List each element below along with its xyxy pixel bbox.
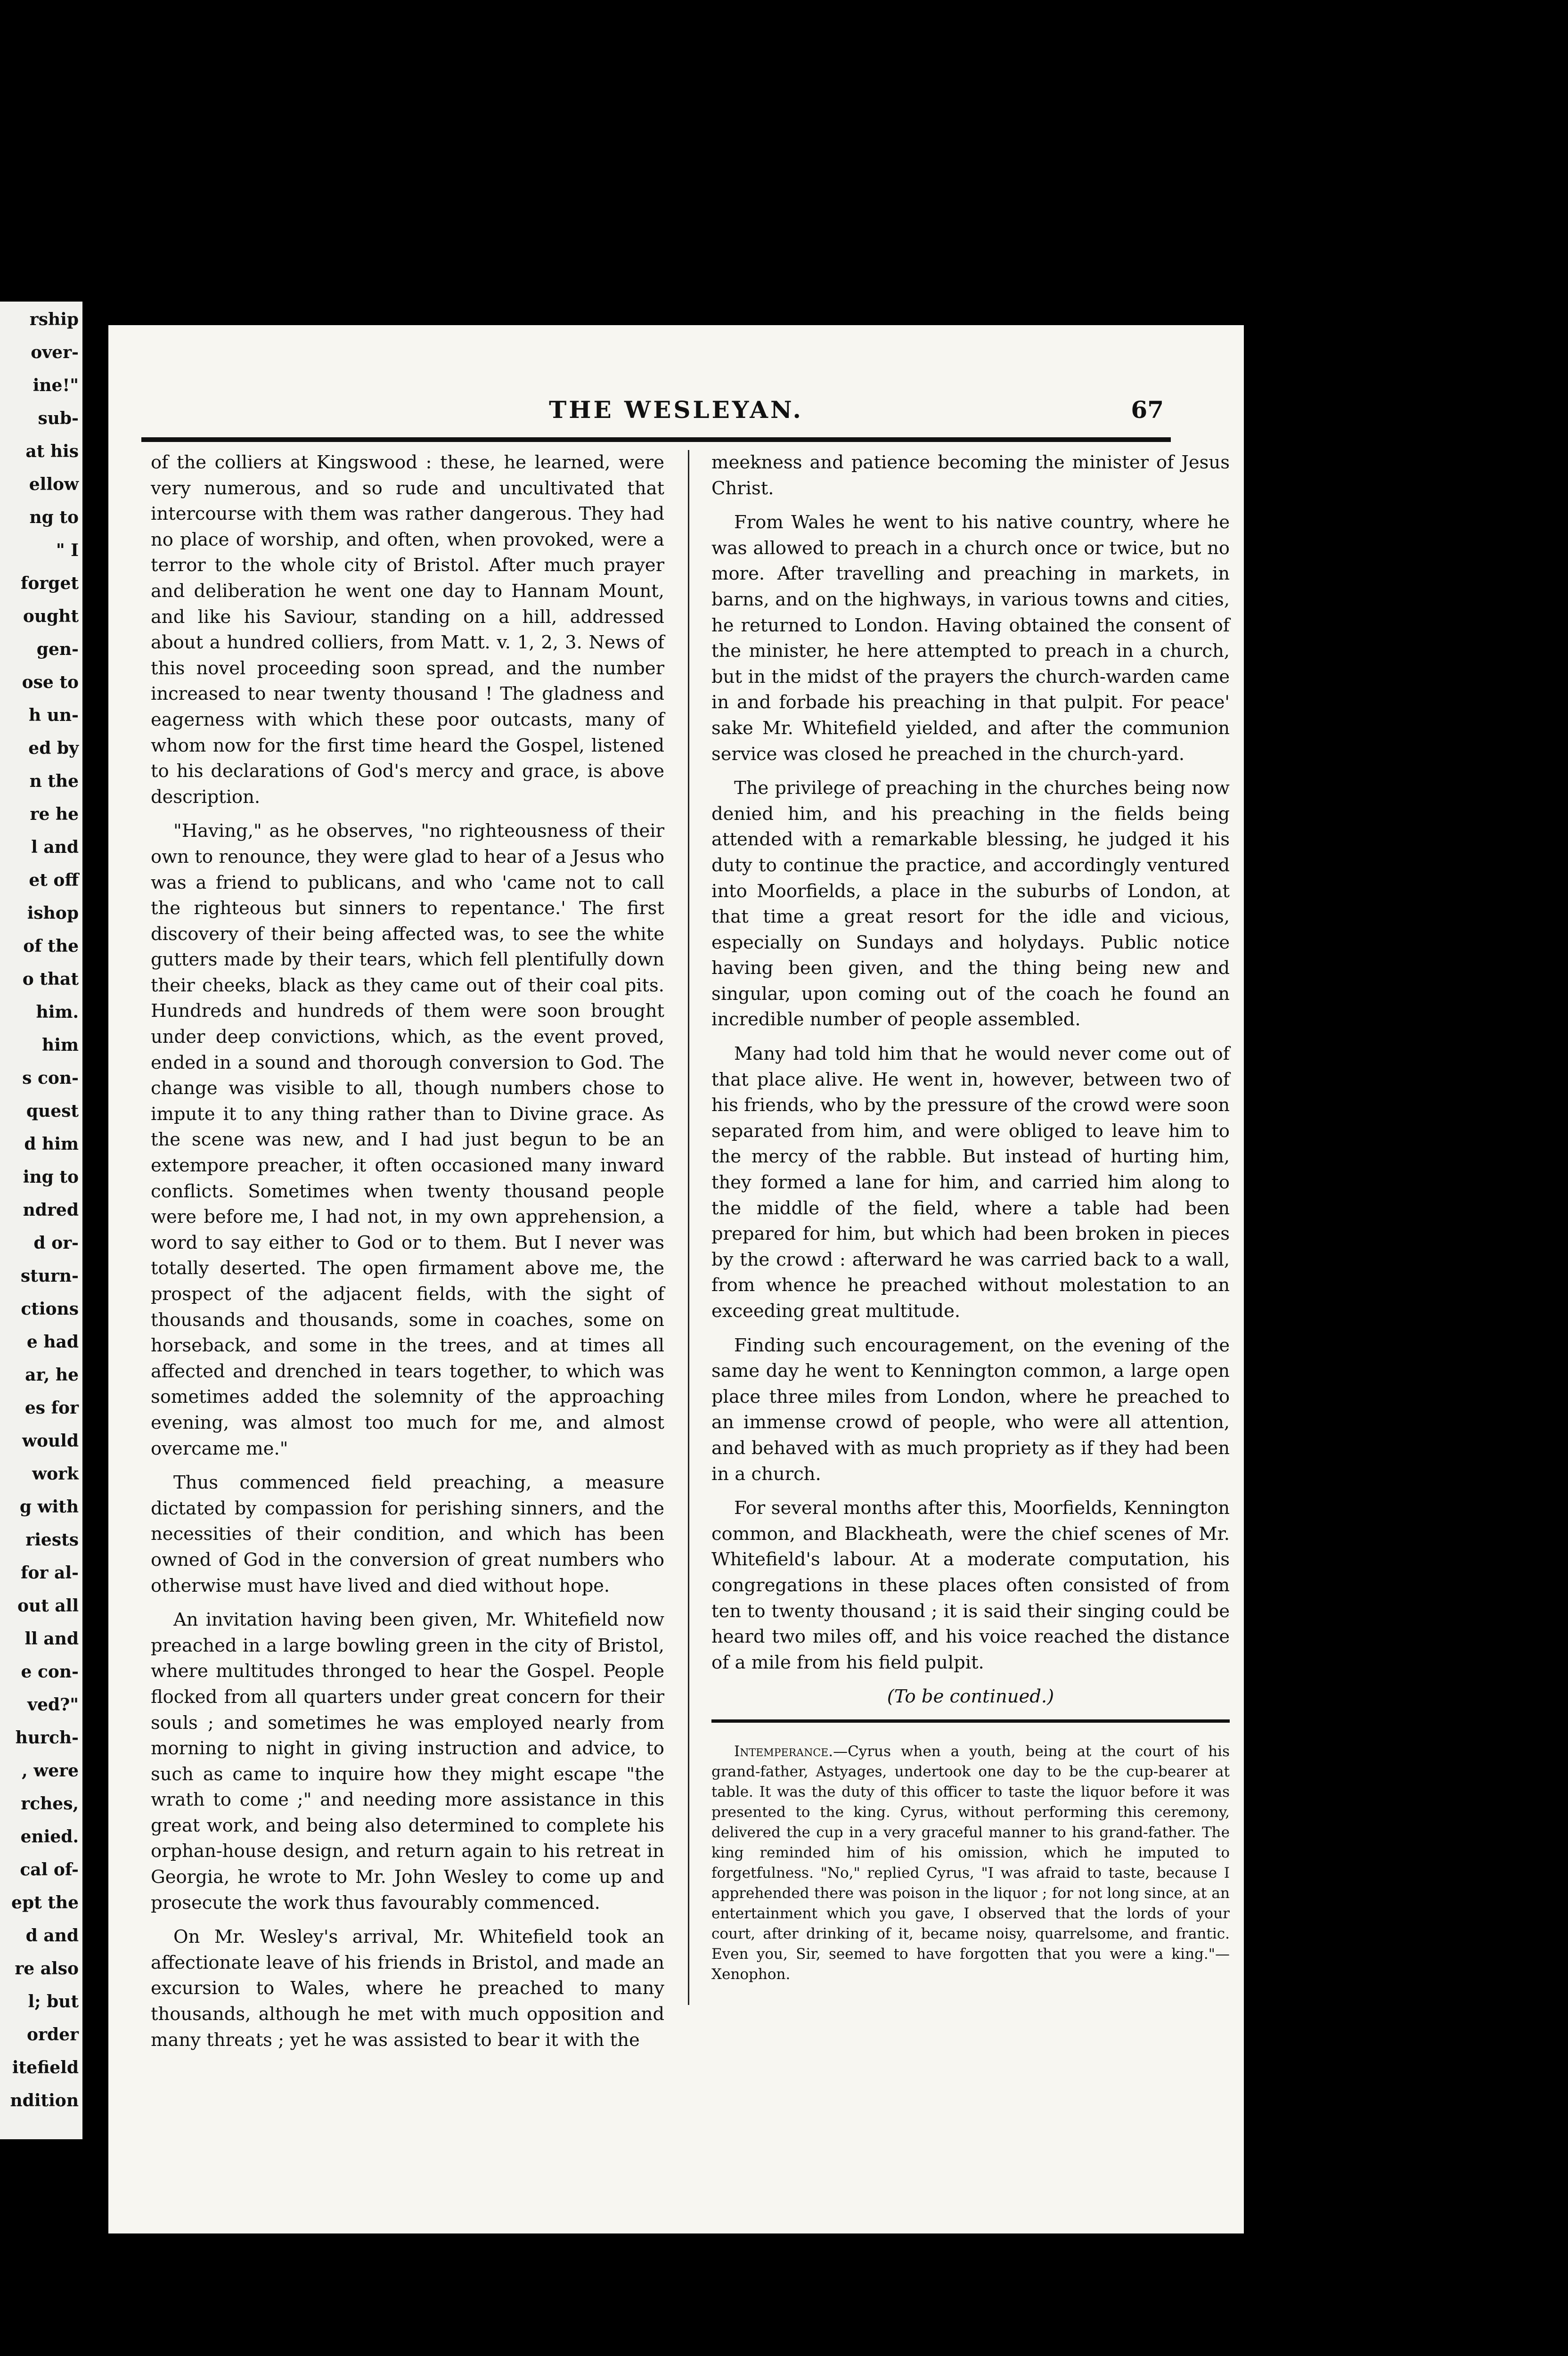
fragment-line: e had [26, 1332, 79, 1352]
fragment-line: riests [25, 1530, 79, 1550]
page-header [108, 396, 1244, 434]
fragment-line: work [32, 1464, 79, 1484]
fragment-line: h un- [29, 705, 79, 725]
fragment-line: enied. [20, 1827, 79, 1847]
paragraph: For several months after this, Moorfields, Kennington common, and Blackheath, were the chief scenes of Mr. Whitefield's labour. At a moderate computation, his congregations in these places often consisted of from ten to twenty thousand ; it is said their singing could be heard two miles off, and his voice reached the distance of a mile from his field pulpit. [711, 1497, 1230, 1673]
fragment-line: him [42, 1035, 79, 1055]
right-column [711, 450, 1230, 1993]
fragment-line: rship [29, 310, 79, 329]
fragment-line: ll and [24, 1629, 79, 1649]
fragment-line: n the [29, 771, 79, 791]
fragment-line: would [22, 1431, 79, 1451]
intemperance-note [711, 1742, 1230, 1985]
paragraph: of the colliers at Kingswood : these, he learned, were very numerous, and so rude and uncultivated that intercourse with them was rather dangerous. They had no place of worship, and often, when provoked, were a terror to the whole city of Bristol. After much prayer and deliberation he went one day to Hannam Mount, and like his Saviour, standing on a hill, addressed about a hundred colliers, from Matt. v. 1, 2, 3. News of this novel proceeding soon spread, and the number increased to near twenty thousand ! The gladness and eagerness with which these poor outcasts, many of whom now for the first time heard the Gospel, listened to his declarations of God's mercy and grace, is above description. [151, 452, 664, 808]
fragment-line: ved?" [27, 1695, 79, 1715]
fragment-line: ishop [27, 903, 79, 923]
header-rule [141, 437, 1171, 442]
paragraph: Thus commenced field preaching, a measure dictated by compassion for perishing sinners, and the necessities of their condition, and which has been owned of God in the conversion of great numbers who otherwise must have lived and died without hope. [151, 1472, 664, 1596]
fragment-line: es for [24, 1398, 79, 1418]
fragment-line: re also [15, 1959, 79, 1979]
fragment-line: ndition [10, 2091, 79, 2111]
fragment-line: him. [36, 1002, 79, 1022]
fragment-line: d him [24, 1134, 79, 1154]
fragment-line: re he [30, 804, 79, 824]
fragment-line: forget [20, 573, 79, 593]
fragment-line: out all [17, 1596, 79, 1616]
fragment-line: order [26, 2025, 79, 2045]
paragraph: The privilege of preaching in the churches being now denied him, and his preaching in the fields being attended with a remarkable blessing, he judged it his duty to continue the practice, and accordingly ventured into Moorfields, a place in the suburbs of London, at that time a great resort for the idle and vicious, especially on Sundays and holydays. Public notice having been given, and the thing being new and singular, upon coming out of the coach he found an incredible number of people assembled. [711, 777, 1230, 1031]
fragment-line: cal of- [20, 1860, 79, 1880]
left-page-fragment [0, 302, 82, 2139]
fragment-line: d or- [33, 1233, 79, 1253]
fragment-line: of the [23, 936, 79, 956]
fragment-line: ought [23, 606, 79, 626]
section-rule [711, 1719, 1230, 1723]
fragment-line: hurch- [15, 1728, 79, 1748]
fragment-line: l; but [28, 1992, 79, 2012]
fragment-line: d and [25, 1926, 79, 1946]
fragment-line: s con- [22, 1068, 79, 1088]
fragment-line: ellow [29, 474, 79, 494]
fragment-line: gen- [36, 639, 79, 659]
fragment-line: et off [29, 870, 79, 890]
fragment-line: " I [56, 540, 79, 560]
fragment-line: ed by [28, 738, 79, 758]
fragment-line: ose to [22, 672, 79, 692]
fragment-line: quest [26, 1101, 79, 1121]
fragment-line: for al- [21, 1563, 79, 1583]
fragment-line: ing to [23, 1167, 79, 1187]
paragraph: Many had told him that he would never come out of that place alive. He went in, however, between two of his friends, who by the pressure of the crowd were soon separated from him, and were obliged to leave him to the mercy of the rabble. But instead of hurting him, they formed a lane for him, and carried him along to the middle of the field, where a table had been prepared for him, but which had been broken in pieces by the crowd : afterward he was carried back to a wall, from whence he preached without molestation to an exceeding great multitude. [711, 1043, 1230, 1322]
fragment-line: itefield [12, 2058, 79, 2078]
fragment-line: , were [22, 1761, 79, 1781]
to-be-continued: (To be continued.) [887, 1686, 1054, 1708]
left-column [151, 450, 664, 2062]
fragment-line: e con- [21, 1662, 79, 1682]
fragment-line: ept the [11, 1893, 79, 1913]
paragraph: "Having," as he observes, "no righteousness of their own to renounce, they were glad to hear of a Jesus who was a friend to publicans, and who 'came not to call the righteous but sinners to repentance.' The first discovery of their being affected was, to see the white gutters made by their tears, which fell plentifully down their cheeks, black as they came out of their coal pits. Hundreds and hundreds of them were soon brought under deep convictions, which, as the event proved, ended in a sound and thorough conversion to God. The change was visible to all, though numbers chose to impute it to any thing rather than to Divine grace. As the scene was new, and I had just begun to be an extempore preacher, it often occasioned many inward conflicts. Sometimes when twenty thousand people were before me, I had not, in my own apprehension, a word to say either to God or to them. But I never was totally deserted. The open firmament above me, the prospect of the adjacent fields, with the sight of thousands and thousands, some in coaches, some on horseback, and some in the trees, and at times all affected and drenched in tears together, to which was sometimes added the solemnity of the approaching evening, was almost too much for me, and almost overcame me." [151, 820, 664, 1459]
fragment-line: ndred [23, 1200, 79, 1220]
fragment-line: o that [22, 969, 79, 989]
fragment-line: l and [31, 837, 79, 857]
fragment-line: ar, he [25, 1365, 79, 1385]
fragment-line: ine!" [33, 376, 79, 395]
fragment-line: sturn- [20, 1266, 79, 1286]
running-head: THE WESLEYAN. [549, 396, 803, 424]
fragment-line: over- [31, 343, 79, 362]
fragment-line: ng to [29, 507, 79, 527]
fragment-line: ctions [21, 1299, 79, 1319]
paragraph: On Mr. Wesley's arrival, Mr. Whitefield took an affectionate leave of his friends in Bristol, and made an excursion to Wales, where he preached to many thousands, although he met with much opposition and many threats ; yet he was assisted to bear it with the [151, 1926, 664, 2051]
column-divider [688, 450, 689, 2005]
page-number: 67 [1131, 396, 1164, 424]
fragment-line: at his [25, 442, 79, 461]
fragment-line: g with [19, 1497, 79, 1517]
paragraph: meekness and patience becoming the minister of Jesus Christ. [711, 452, 1230, 499]
paragraph: From Wales he went to his native country, where he was allowed to preach in a church once or twice, but no more. After travelling and preaching in markets, in barns, and on the highways, in various towns and cities, he returned to London. Having obtained the consent of the minister, he here attempted to preach in a church, but in the midst of the prayers the church-warden came in and forbade his preaching in that pulpit. For peace' sake Mr. Whitefield yielded, and after the communion service was closed he preached in the church-yard. [711, 512, 1230, 765]
fragment-line: rches, [21, 1794, 79, 1814]
page [108, 325, 1244, 2233]
paragraph: An invitation having been given, Mr. Whitefield now preached in a large bowling green in the city of Bristol, where multitudes thronged to hear the Gospel. People flocked from all quarters under great concern for their souls ; and sometimes he was employed nearly from morning to night in giving instruction and advice, to such as came to inquire how they might escape "the wrath to come ;" and needing more assistance in this great work, and being also determined to complete his orphan-house design, and return again to his retreat in Georgia, he wrote to Mr. John Wesley to come up and prosecute the work thus favourably commenced. [151, 1609, 664, 1914]
note-heading: Intemperance. [734, 1742, 833, 1760]
fragment-line: sub- [38, 409, 79, 428]
note-text: —Cyrus when a youth, being at the court of his grand-father, Astyages, undertook one day to be the cup-bearer at table. It was the duty of this officer to taste the liquor before it was presented to the king. Cyrus, without performing this ceremony, delivered the cup in a very graceful manner to his grand-father. The king reminded him of his omission, which he imputed to forgetfulness. "No," replied Cyrus, "I was afraid to taste, because I apprehended there was poison in the liquor ; for not long since, at an entertainment which you gave, I observed that the lords of your court, after drinking of it, became noisy, quarrelsome, and frantic. Even you, Sir, seemed to have forgotten that you were a king."—Xenophon. [711, 1742, 1230, 1983]
paragraph: Finding such encouragement, on the evening of the same day he went to Kennington common, a large open place three miles from London, where he preached to an immense crowd of people, who were all attention, and behaved with as much propriety as if they had been in a church. [711, 1334, 1230, 1485]
